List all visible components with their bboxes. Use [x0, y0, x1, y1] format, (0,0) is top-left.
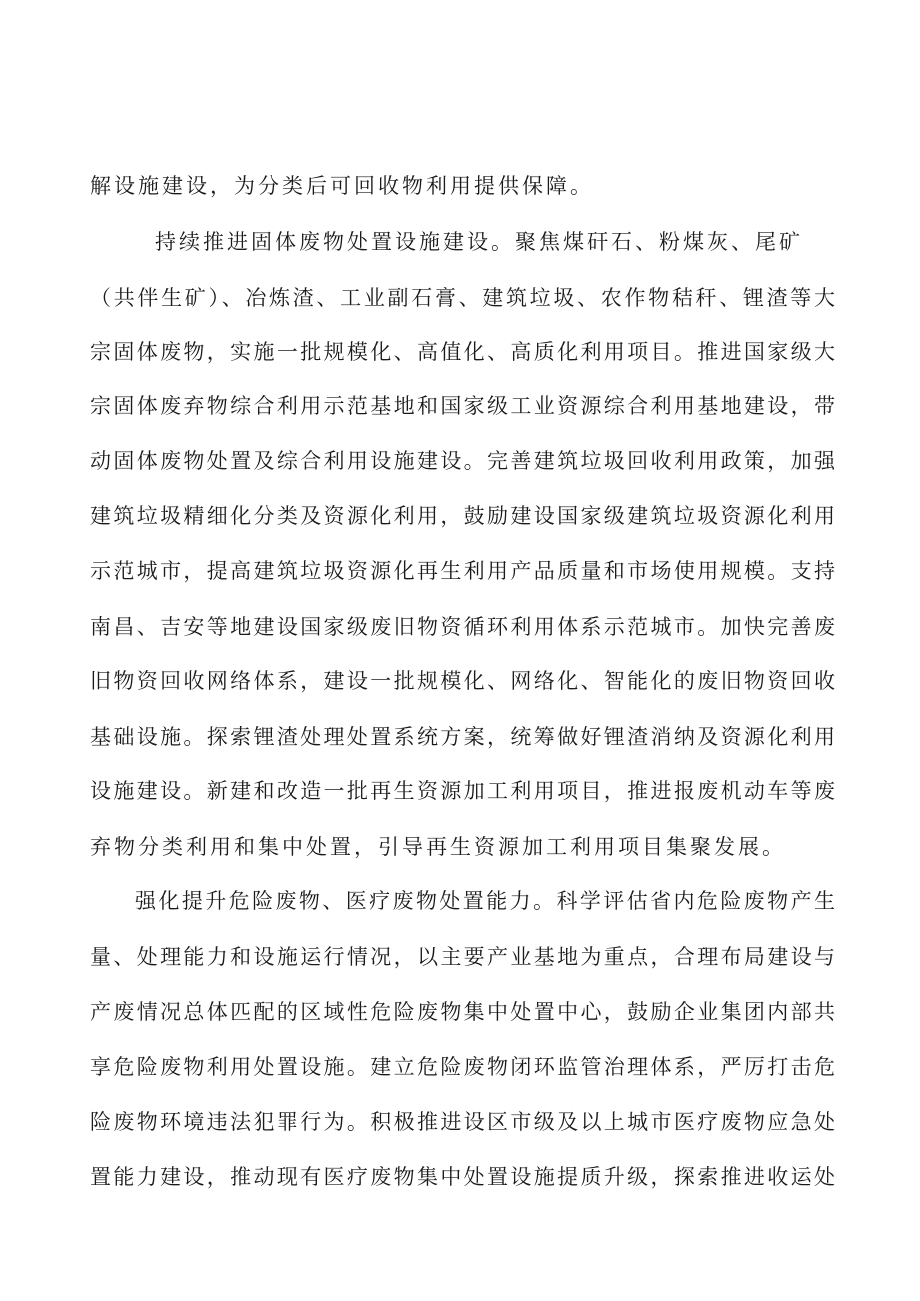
text-line: 宗固体废弃物综合利用示范基地和国家级工业资源综合利用基地建设，带 [90, 394, 835, 418]
text-line: 险废物环境违法犯罪行为。积极推进设区市级及以上城市医疗废物应急处 [90, 1110, 835, 1134]
text-line: 旧物资回收网络体系，建设一批规模化、网络化、智能化的废旧物资回收 [90, 669, 835, 693]
text-line: 宗固体废物，实施一批规模化、高值化、高质化利用项目。推进国家级大 [90, 340, 835, 364]
text-line: 置能力建设，推动现有医疗废物集中处置设施提质升级，探索推进收运处 [90, 1165, 835, 1189]
text-line: （共伴生矿）、冶炼渣、工业副石膏、建筑垃圾、农作物秸秆、锂渣等大 [90, 286, 835, 310]
text-line: 强化提升危险废物、医疗废物处置能力。科学评估省内危险废物产生 [135, 889, 835, 913]
text-line: 解设施建设，为分类后可回收物利用提供保障。 [90, 174, 594, 198]
text-line: 建筑垃圾精细化分类及资源化利用，鼓励建设国家级建筑垃圾资源化利用 [90, 504, 835, 528]
text-line: 享危险废物利用处置设施。建立危险废物闭环监管治理体系，严厉打击危 [90, 1055, 835, 1079]
text-line: 量、处理能力和设施运行情况，以主要产业基地为重点，合理布局建设与 [90, 945, 835, 969]
text-line: 弃物分类利用和集中处置，引导再生资源加工利用项目集聚发展。 [90, 835, 786, 859]
text-line: 产废情况总体匹配的区域性危险废物集中处置中心，鼓励企业集团内部共 [90, 1000, 835, 1024]
text-line: 持续推进固体废物处置设施建设。聚焦煤矸石、粉煤灰、尾矿 [155, 230, 803, 254]
text-line: 示范城市，提高建筑垃圾资源化再生利用产品质量和市场使用规模。支持 [90, 559, 835, 583]
text-line: 基础设施。探索锂渣处理处置系统方案，统筹做好锂渣消纳及资源化利用 [90, 725, 835, 749]
text-line: 动固体废物处置及综合利用设施建设。完善建筑垃圾回收利用政策，加强 [90, 449, 835, 473]
text-line: 设施建设。新建和改造一批再生资源加工利用项目，推进报废机动车等废 [90, 779, 835, 803]
text-line: 南昌、吉安等地建设国家级废旧物资循环利用体系示范城市。加快完善废 [90, 615, 835, 639]
